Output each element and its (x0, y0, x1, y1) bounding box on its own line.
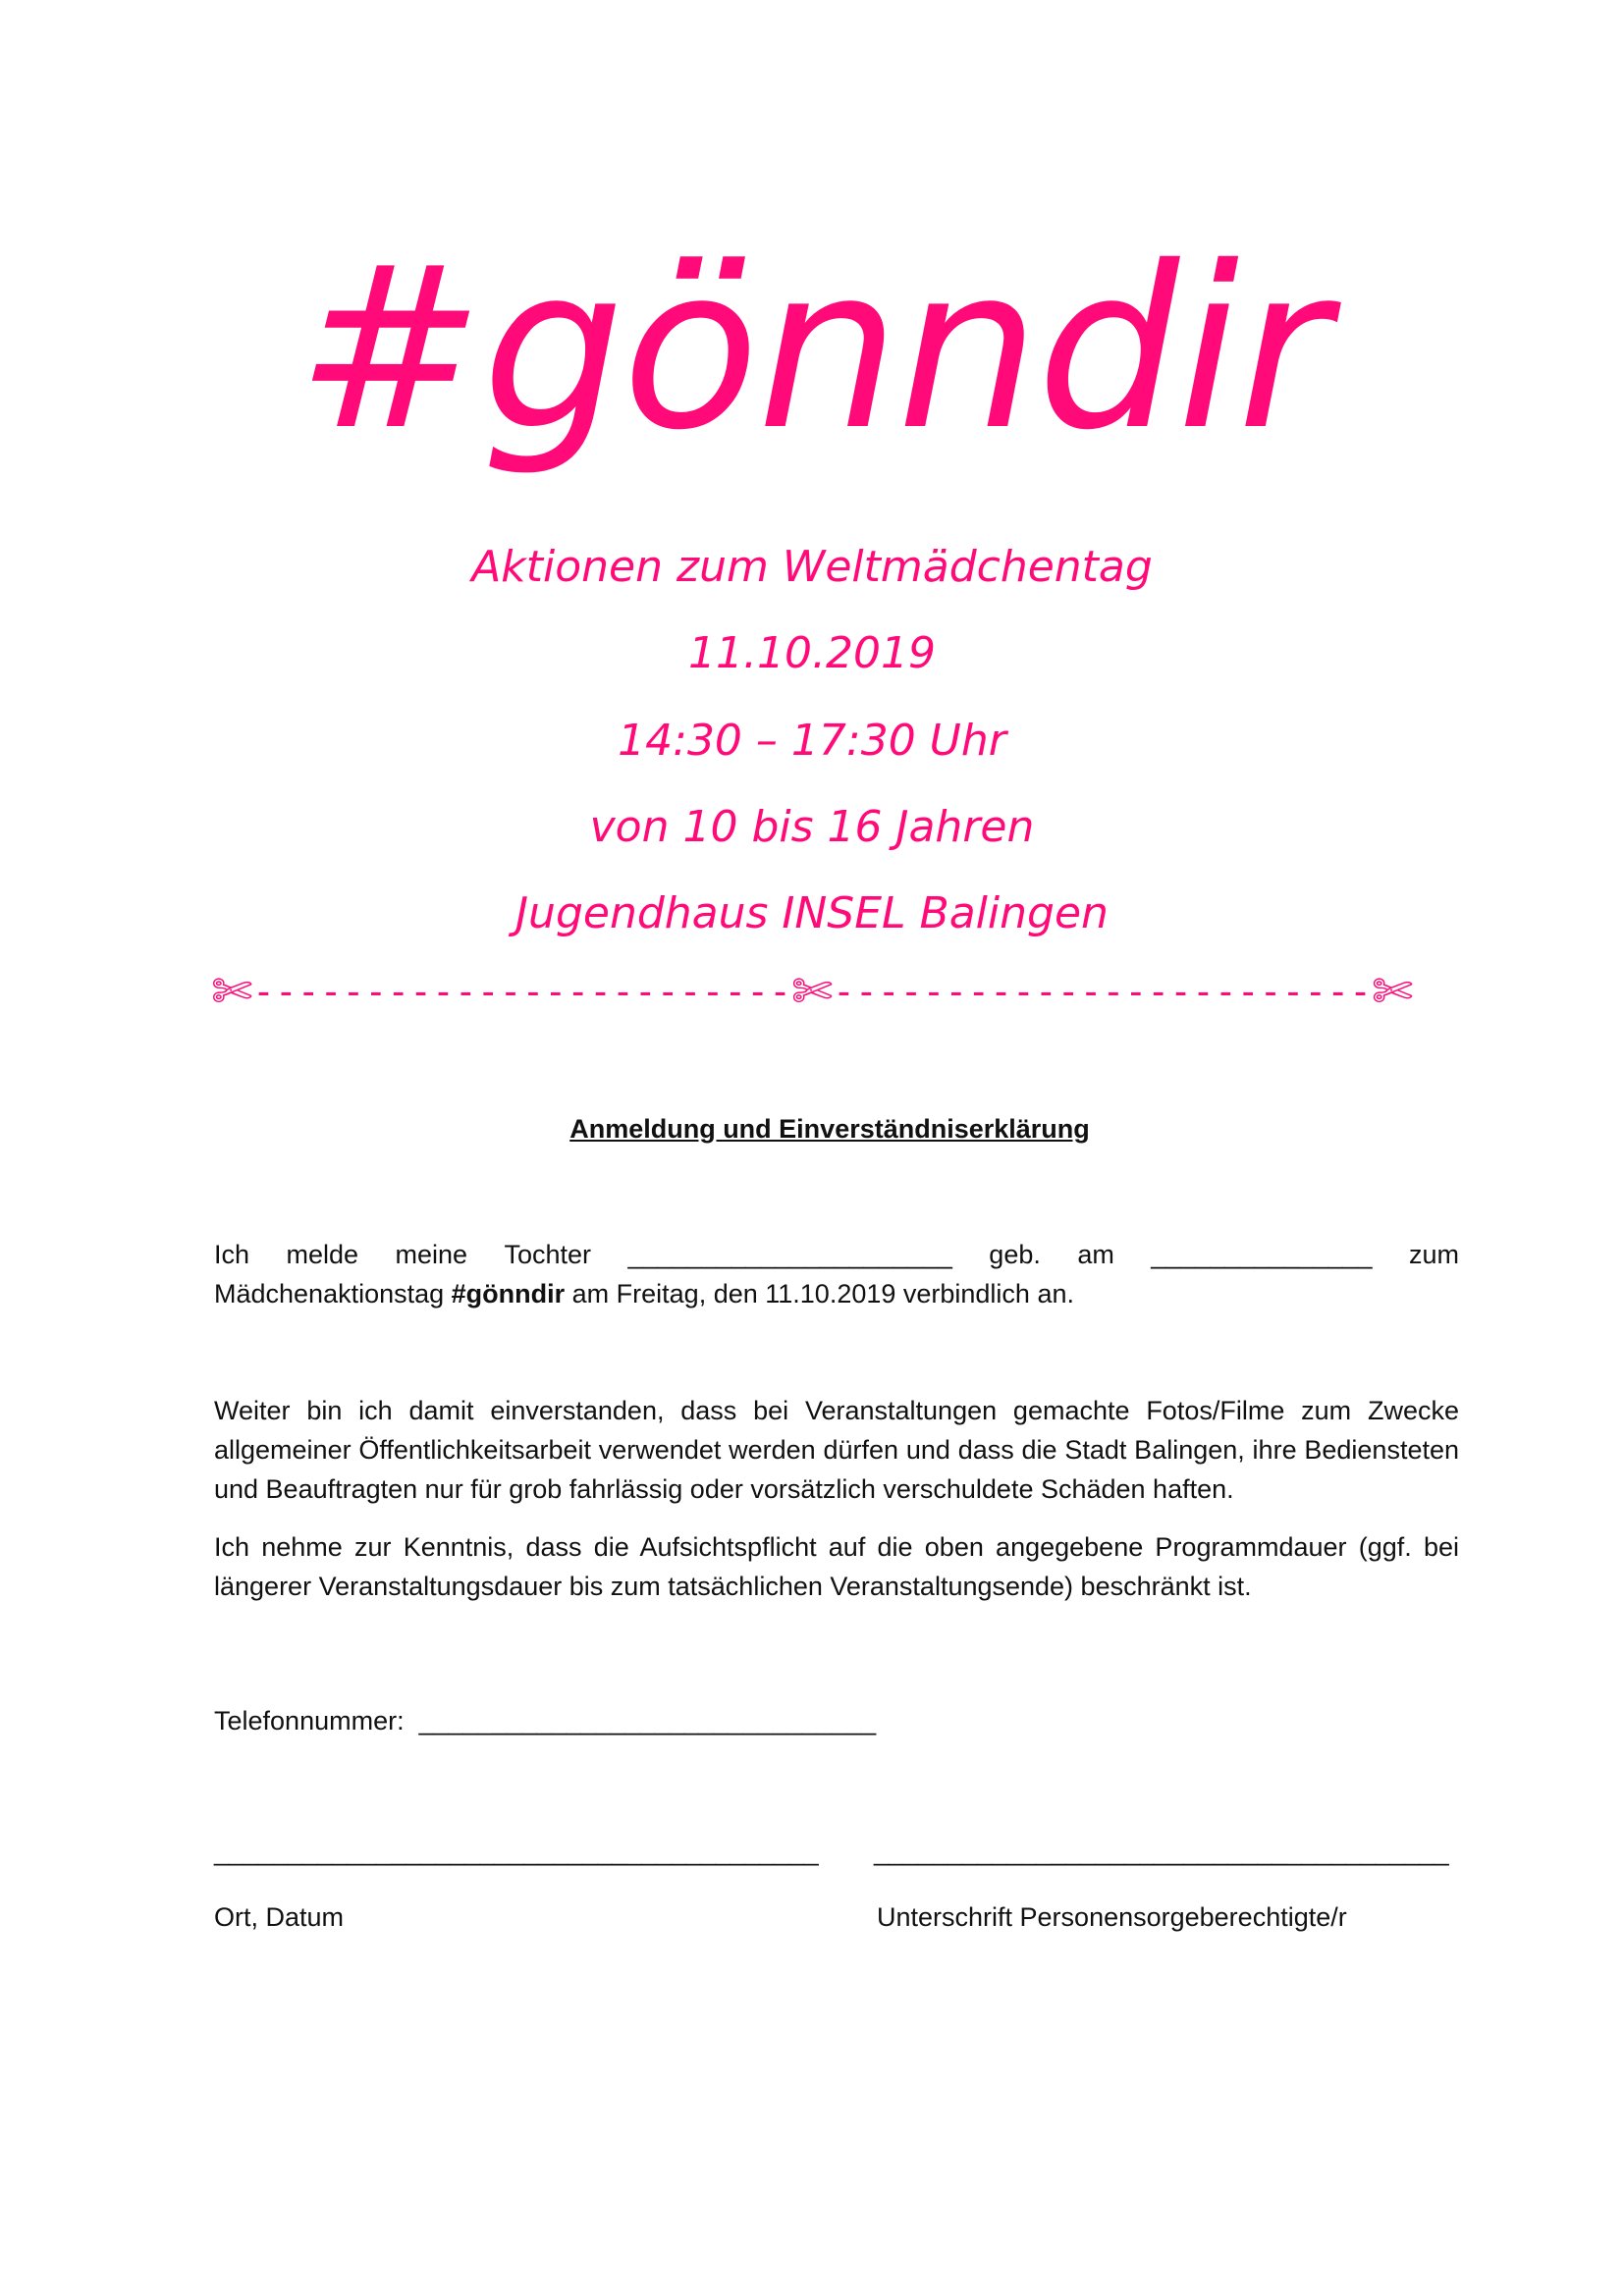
hashtag-headline: #gönndir (296, 218, 1328, 479)
birth-date-field[interactable]: _______________ (1151, 1240, 1373, 1269)
form-title: Anmeldung und Einverständniserklärung (569, 1114, 1090, 1144)
registration-paragraph (214, 1235, 1459, 1313)
registration-text: am Freitag, den 11.10.2019 verbindlich an. (565, 1279, 1074, 1308)
phone-label: Telefonnummer: (214, 1706, 405, 1735)
cut-dashes-left: ------------------------ (251, 970, 792, 1013)
registration-word: geb. (989, 1240, 1041, 1269)
event-age-range: von 10 bis 16 Jahren (589, 802, 1035, 852)
registration-line-2 (214, 1274, 1459, 1313)
event-location: Jugendhaus INSEL Balingen (515, 888, 1109, 938)
registration-text: Mädchenaktionstag (214, 1279, 452, 1308)
place-date-label: Ort, Datum (214, 1902, 345, 1932)
event-date: 11.10.2019 (688, 628, 936, 678)
registration-word: am (1077, 1240, 1114, 1269)
cut-line (0, 962, 1624, 1021)
supervision-paragraph: Ich nehme zur Kenntnis, dass die Aufsichtspflicht auf die oben angegebene Programmdauer (ggf. bei längerer Veranstaltungsdauer bis zum tatsächlichen Veranstaltungsende) beschränkt ist. (214, 1532, 1459, 1601)
registration-line-1 (214, 1235, 1459, 1274)
place-date-field[interactable]: _________________________________________ (214, 1837, 819, 1866)
scissors-icon: ✄ (1372, 963, 1413, 1020)
signature-label: Unterschrift Personensorgeberechtigte/r (877, 1902, 1347, 1932)
daughter-name-field[interactable]: ______________________ (627, 1240, 952, 1269)
signature-field[interactable]: _______________________________________ (874, 1837, 1449, 1866)
event-time: 14:30 – 17:30 Uhr (618, 716, 1006, 766)
consent-paragraph: Weiter bin ich damit einverstanden, dass bei Veranstaltungen gemachte Fotos/Filme zum Zwecke allgemeiner Öffentlichkeitsarbeit verwendet werden dürfen und dass die Stadt Balingen, ihre Bediensteten und Beauftragten nur für grob fahrlässig oder vorsätzlich verschuldete Schäden haften. (214, 1396, 1459, 1504)
registration-word: melde (286, 1240, 359, 1269)
phone-row (214, 1701, 876, 1740)
registration-word: zum (1408, 1240, 1459, 1269)
hashtag-bold: #gönndir (451, 1279, 566, 1308)
registration-word: Tochter (504, 1240, 592, 1269)
scissors-icon: ✄ (211, 963, 252, 1020)
phone-field[interactable]: _______________________________ (418, 1706, 877, 1735)
event-title: Aktionen zum Weltmädchentag (471, 542, 1153, 592)
cut-dashes-right: ------------------------ (832, 970, 1373, 1013)
registration-word: Ich (214, 1240, 250, 1269)
scissors-icon: ✄ (791, 963, 833, 1020)
registration-word: meine (395, 1240, 468, 1269)
